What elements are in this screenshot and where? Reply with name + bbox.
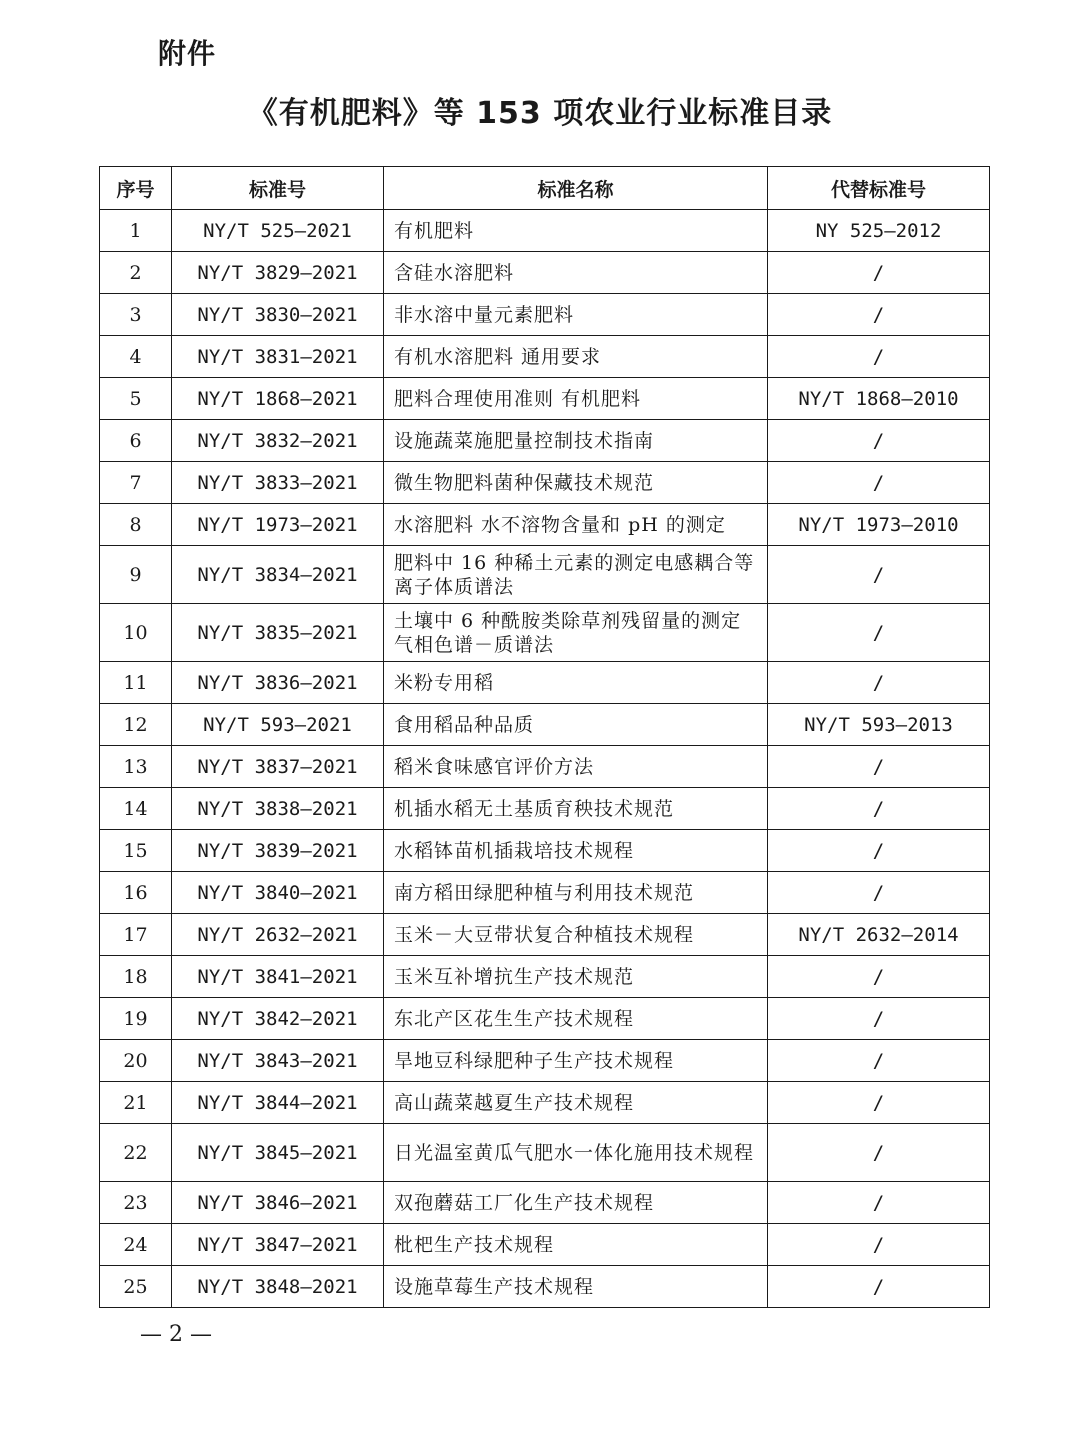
row-standard-code: NY/T 3848—2021 [172, 1266, 384, 1308]
row-standard-code: NY/T 3841—2021 [172, 956, 384, 998]
column-header-code: 标准号 [172, 167, 384, 210]
row-replaced-code: / [768, 662, 990, 704]
row-replaced-code: / [768, 872, 990, 914]
row-replaced-code: / [768, 746, 990, 788]
table-row [100, 604, 990, 662]
row-standard-code: NY/T 3836—2021 [172, 662, 384, 704]
row-standard-name: 机插水稻无土基质育秧技术规范 [384, 788, 768, 830]
table-row [100, 252, 990, 294]
row-standard-code: NY/T 525—2021 [172, 210, 384, 252]
row-standard-name: 肥料合理使用准则 有机肥料 [384, 378, 768, 420]
row-seq: 19 [100, 998, 172, 1040]
table-row [100, 420, 990, 462]
row-replaced-code: / [768, 1224, 990, 1266]
table-row [100, 294, 990, 336]
row-seq: 24 [100, 1224, 172, 1266]
row-standard-name: 设施蔬菜施肥量控制技术指南 [384, 420, 768, 462]
attachment-label: 附件 [158, 37, 217, 70]
row-standard-name: 有机水溶肥料 通用要求 [384, 336, 768, 378]
table-row [100, 1082, 990, 1124]
row-replaced-code: / [768, 1182, 990, 1224]
row-replaced-code: / [768, 1040, 990, 1082]
row-standard-code: NY/T 3838—2021 [172, 788, 384, 830]
row-standard-name: 非水溶中量元素肥料 [384, 294, 768, 336]
table-row [100, 914, 990, 956]
row-standard-code: NY/T 3829—2021 [172, 252, 384, 294]
page-number: — 2 — [140, 1322, 212, 1347]
row-standard-code: NY/T 3843—2021 [172, 1040, 384, 1082]
table-row [100, 662, 990, 704]
row-seq: 9 [100, 546, 172, 604]
row-standard-code: NY/T 2632—2021 [172, 914, 384, 956]
standards-table [99, 166, 990, 1308]
document-title: 《有机肥料》等 153 项农业行业标准目录 [247, 96, 833, 131]
row-replaced-code: / [768, 336, 990, 378]
table-row [100, 788, 990, 830]
table-row [100, 504, 990, 546]
row-standard-code: NY/T 3831—2021 [172, 336, 384, 378]
row-standard-name: 日光温室黄瓜气肥水一体化施用技术规程 [384, 1124, 768, 1182]
row-seq: 8 [100, 504, 172, 546]
row-seq: 14 [100, 788, 172, 830]
row-standard-code: NY/T 1973—2021 [172, 504, 384, 546]
row-standard-name: 稻米食味感官评价方法 [384, 746, 768, 788]
row-seq: 22 [100, 1124, 172, 1182]
table-row [100, 1266, 990, 1308]
row-standard-code: NY/T 3845—2021 [172, 1124, 384, 1182]
row-seq: 16 [100, 872, 172, 914]
row-standard-code: NY/T 3840—2021 [172, 872, 384, 914]
row-standard-name: 高山蔬菜越夏生产技术规程 [384, 1082, 768, 1124]
row-replaced-code: / [768, 546, 990, 604]
row-standard-name: 玉米－大豆带状复合种植技术规程 [384, 914, 768, 956]
row-seq: 17 [100, 914, 172, 956]
row-seq: 11 [100, 662, 172, 704]
row-standard-code: NY/T 3837—2021 [172, 746, 384, 788]
table-row [100, 378, 990, 420]
table-row [100, 746, 990, 788]
row-standard-name: 旱地豆科绿肥种子生产技术规程 [384, 1040, 768, 1082]
row-replaced-code: / [768, 998, 990, 1040]
row-seq: 13 [100, 746, 172, 788]
row-standard-name: 含硅水溶肥料 [384, 252, 768, 294]
row-standard-name: 肥料中 16 种稀土元素的测定电感耦合等离子体质谱法 [384, 546, 768, 604]
row-standard-name: 有机肥料 [384, 210, 768, 252]
row-seq: 18 [100, 956, 172, 998]
row-replaced-code: NY/T 2632—2014 [768, 914, 990, 956]
row-standard-code: NY/T 1868—2021 [172, 378, 384, 420]
row-replaced-code: / [768, 604, 990, 662]
table-row [100, 830, 990, 872]
row-seq: 2 [100, 252, 172, 294]
table-row [100, 956, 990, 998]
row-replaced-code: / [768, 462, 990, 504]
table-row [100, 1124, 990, 1182]
row-standard-code: NY/T 3833—2021 [172, 462, 384, 504]
row-seq: 5 [100, 378, 172, 420]
row-standard-name: 枇杷生产技术规程 [384, 1224, 768, 1266]
row-seq: 23 [100, 1182, 172, 1224]
table-row [100, 546, 990, 604]
row-replaced-code: / [768, 956, 990, 998]
row-standard-name: 双孢蘑菇工厂化生产技术规程 [384, 1182, 768, 1224]
row-seq: 21 [100, 1082, 172, 1124]
column-header-name: 标准名称 [384, 167, 768, 210]
row-standard-code: NY/T 3846—2021 [172, 1182, 384, 1224]
row-standard-code: NY/T 3844—2021 [172, 1082, 384, 1124]
row-standard-name: 玉米互补增抗生产技术规范 [384, 956, 768, 998]
row-standard-code: NY/T 3832—2021 [172, 420, 384, 462]
row-standard-name: 土壤中 6 种酰胺类除草剂残留量的测定 气相色谱－质谱法 [384, 604, 768, 662]
row-replaced-code: NY/T 1868—2010 [768, 378, 990, 420]
table-row [100, 462, 990, 504]
row-standard-name: 设施草莓生产技术规程 [384, 1266, 768, 1308]
table-row [100, 998, 990, 1040]
row-replaced-code: NY 525—2012 [768, 210, 990, 252]
row-replaced-code: NY/T 593—2013 [768, 704, 990, 746]
row-standard-code: NY/T 3842—2021 [172, 998, 384, 1040]
row-standard-code: NY/T 3839—2021 [172, 830, 384, 872]
row-standard-name: 水稻钵苗机插栽培技术规程 [384, 830, 768, 872]
row-seq: 10 [100, 604, 172, 662]
row-standard-name: 水溶肥料 水不溶物含量和 pH 的测定 [384, 504, 768, 546]
row-seq: 15 [100, 830, 172, 872]
table-row [100, 1040, 990, 1082]
row-standard-name: 米粉专用稻 [384, 662, 768, 704]
row-standard-code: NY/T 593—2021 [172, 704, 384, 746]
row-standard-name: 微生物肥料菌种保藏技术规范 [384, 462, 768, 504]
row-seq: 4 [100, 336, 172, 378]
row-standard-code: NY/T 3830—2021 [172, 294, 384, 336]
row-seq: 25 [100, 1266, 172, 1308]
row-standard-name: 南方稻田绿肥种植与利用技术规范 [384, 872, 768, 914]
row-seq: 1 [100, 210, 172, 252]
row-standard-name: 食用稻品种品质 [384, 704, 768, 746]
row-replaced-code: / [768, 294, 990, 336]
row-replaced-code: / [768, 1124, 990, 1182]
row-replaced-code: / [768, 420, 990, 462]
column-header-seq: 序号 [100, 167, 172, 210]
row-replaced-code: NY/T 1973—2010 [768, 504, 990, 546]
table-row [100, 1182, 990, 1224]
row-standard-code: NY/T 3834—2021 [172, 546, 384, 604]
row-standard-name: 东北产区花生生产技术规程 [384, 998, 768, 1040]
table-row [100, 872, 990, 914]
row-standard-code: NY/T 3847—2021 [172, 1224, 384, 1266]
row-seq: 7 [100, 462, 172, 504]
row-seq: 3 [100, 294, 172, 336]
row-replaced-code: / [768, 830, 990, 872]
table-row [100, 210, 990, 252]
table-header-row [100, 167, 990, 210]
row-seq: 12 [100, 704, 172, 746]
column-header-replaces: 代替标准号 [768, 167, 990, 210]
row-replaced-code: / [768, 252, 990, 294]
table-row [100, 1224, 990, 1266]
row-seq: 6 [100, 420, 172, 462]
table-row [100, 704, 990, 746]
row-standard-code: NY/T 3835—2021 [172, 604, 384, 662]
row-replaced-code: / [768, 1082, 990, 1124]
row-seq: 20 [100, 1040, 172, 1082]
table-row [100, 336, 990, 378]
row-replaced-code: / [768, 1266, 990, 1308]
row-replaced-code: / [768, 788, 990, 830]
